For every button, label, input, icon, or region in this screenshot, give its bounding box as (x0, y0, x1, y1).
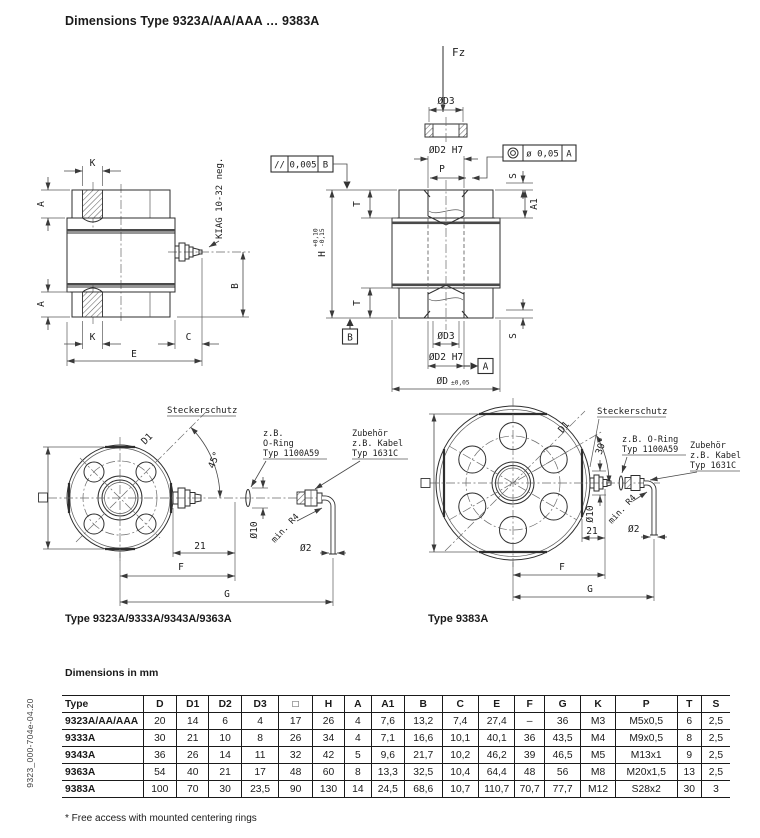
square-symbol-large (421, 479, 430, 488)
column-header: A1 (371, 696, 404, 713)
datum-b-flag (343, 319, 358, 345)
dimension-cell: 70,7 (515, 781, 544, 798)
footnote: * Free access with mounted centering rings (65, 813, 257, 824)
dimension-cell: 8 (677, 730, 701, 747)
column-header: B (405, 696, 443, 713)
dimension-cell: 77,7 (544, 781, 580, 798)
dimension-cell: – (515, 713, 544, 730)
label-h-tol-plus: +0,10 (312, 228, 320, 247)
row-type-label: 9333A (62, 730, 143, 747)
dimension-cell: 7,6 (371, 713, 404, 730)
column-header: P (615, 696, 677, 713)
label-dia2-large: Ø2 (628, 524, 640, 535)
dimension-cell: 23,5 (241, 781, 279, 798)
dimension-cell: M12 (581, 781, 615, 798)
dimension-cell: 40 (177, 764, 209, 781)
label-dim-f-small: F (178, 562, 184, 573)
dimension-cell: 68,6 (405, 781, 443, 798)
dimension-cell: 64,4 (478, 764, 514, 781)
label-dia10-small: Ø10 (249, 521, 260, 539)
dimension-cell: 6 (209, 713, 241, 730)
dimension-cell: 9,6 (371, 747, 404, 764)
label-dia2-small: Ø2 (300, 543, 312, 554)
row-type-label: 9343A (62, 747, 143, 764)
square-symbol-small (39, 493, 48, 502)
connector-side (175, 243, 202, 261)
label-dia10-large: Ø10 (585, 505, 596, 523)
label-d2-top: ØD2 H7 (428, 145, 464, 156)
column-header: S (701, 696, 730, 713)
dimension-cell: 11 (241, 747, 279, 764)
dimension-cell: 130 (312, 781, 344, 798)
label-thread-note: KIAG 10-32 neg. (215, 157, 225, 239)
column-header: H (312, 696, 344, 713)
label-conc-value: ø 0,05 (526, 149, 559, 160)
label-min-r4-small: min. R4 (269, 512, 302, 546)
dimension-cell: 46,5 (544, 747, 580, 764)
column-header: F (515, 696, 544, 713)
drawing-front-view-large (421, 398, 741, 601)
dimension-cell: 54 (143, 764, 176, 781)
dimension-cell: 7,4 (442, 713, 478, 730)
label-d1-large: D1 (556, 419, 572, 436)
dimension-cell: 10,7 (442, 781, 478, 798)
dimension-cell: 60 (312, 764, 344, 781)
dimension-cell: 100 (143, 781, 176, 798)
dimension-cell: 90 (279, 781, 312, 798)
dimension-cell: M3 (581, 713, 615, 730)
dimension-cell: 16,6 (405, 730, 443, 747)
dimension-cell: 6 (677, 713, 701, 730)
label-dim-d: ØD (436, 376, 448, 387)
column-header: D1 (177, 696, 209, 713)
dimension-cell: 8 (241, 730, 279, 747)
column-header: G (544, 696, 580, 713)
dimension-cell: 32,5 (405, 764, 443, 781)
dimension-cell: M9x0,5 (615, 730, 677, 747)
table-row (62, 747, 730, 764)
dimension-cell: M13x1 (615, 747, 677, 764)
label-steckerschutz-large: Steckerschutz (597, 407, 668, 417)
dimension-cell: M5x0,5 (615, 713, 677, 730)
label-dim-a1: A1 (529, 198, 540, 210)
dimension-cell: 2,5 (701, 730, 730, 747)
column-header: C (442, 696, 478, 713)
label-dim-b: B (230, 283, 241, 289)
label-dim-k-bottom: K (89, 332, 96, 343)
centering-ring-section (425, 117, 467, 144)
dimension-cell: 21,7 (405, 747, 443, 764)
label-dim-p: P (439, 164, 445, 175)
label-dim-a-top: A (36, 201, 47, 207)
caption-front-view-large: Type 9383A (428, 613, 489, 625)
label-dim-s-top: S (508, 173, 519, 179)
dimension-cell: 21 (177, 730, 209, 747)
dimension-cell: 2,5 (701, 764, 730, 781)
label-datum-a: A (482, 361, 489, 373)
dimension-cell: 10,4 (442, 764, 478, 781)
dimension-cell: 24,5 (371, 781, 404, 798)
label-oring-line1-large: z.B. O-Ring (622, 435, 679, 445)
dimension-cell: 10,2 (442, 747, 478, 764)
label-dim-g-large: G (587, 584, 593, 595)
dimension-cell: 48 (279, 764, 312, 781)
drawing-section-view (271, 46, 576, 392)
label-dim-h (313, 228, 329, 257)
dimension-cell: 110,7 (478, 781, 514, 798)
label-dim-c: C (185, 332, 192, 343)
dimension-cell: 30 (677, 781, 701, 798)
dimension-cell: 36 (143, 747, 176, 764)
label-min-r4-large: min. R4 (606, 493, 639, 527)
dimension-cell: 4 (345, 713, 371, 730)
table-row (62, 781, 730, 798)
label-d3-top: ØD3 (437, 96, 455, 107)
label-oring-line1-small: z.B. (263, 429, 284, 439)
caption-front-view-small: Type 9323A/9333A/9343A/9363A (65, 613, 232, 625)
dimension-cell: 30 (143, 730, 176, 747)
datum-a-flag (464, 359, 493, 374)
label-oring-line2-large: Typ 1100A59 (622, 445, 679, 455)
label-dim-a-bottom: A (36, 301, 47, 307)
dimension-cell: 13,3 (371, 764, 404, 781)
page-title: Dimensions Type 9323A/AA/AAA … 9383A (65, 14, 320, 28)
dimension-cell: M20x1,5 (615, 764, 677, 781)
label-cable-line2-small: z.B. Kabel (352, 439, 404, 449)
dimension-cell: 13,2 (405, 713, 443, 730)
dimension-cell: 8 (345, 764, 371, 781)
dimensions-table-body (62, 713, 730, 798)
label-angle-45: 45° (206, 450, 223, 471)
document-number: 9323_000-704e-04.20 (25, 698, 35, 788)
label-dim-g-small: G (224, 589, 230, 600)
row-type-label: 9363A (62, 764, 143, 781)
label-dim-k-top: K (89, 158, 96, 169)
table-row (62, 713, 730, 730)
dimension-cell: M4 (581, 730, 615, 747)
concentricity-tolerance-frame (503, 145, 576, 161)
dimension-cell: 32 (279, 747, 312, 764)
label-dim-t-bottom: T (352, 300, 363, 306)
dimension-cell: 13 (677, 764, 701, 781)
column-header: D (143, 696, 176, 713)
dimension-cell: 39 (515, 747, 544, 764)
label-h-tol-minus: -0,15 (319, 228, 326, 247)
column-header: D3 (241, 696, 279, 713)
dimension-cell: 2,5 (701, 747, 730, 764)
dimension-cell: 36 (515, 730, 544, 747)
dimension-cell: 17 (279, 713, 312, 730)
parallelism-icon: // (274, 160, 285, 171)
label-cable-line1-small: Zubehör (352, 429, 388, 439)
label-datum-b: B (347, 332, 353, 344)
column-header: T (677, 696, 701, 713)
label-dim-d-tol: ±0,05 (451, 379, 470, 387)
dimensions-table-head-row (62, 696, 730, 713)
dimension-cell: 70 (177, 781, 209, 798)
column-header: A (345, 696, 371, 713)
table-row (62, 730, 730, 747)
column-header: D2 (209, 696, 241, 713)
label-steckerschutz-small: Steckerschutz (167, 406, 238, 416)
drawing-front-view-small (39, 406, 409, 606)
dimension-cell: S28x2 (615, 781, 677, 798)
dimension-cell: M5 (581, 747, 615, 764)
dimension-cell: 34 (312, 730, 344, 747)
dimension-cell: 21 (209, 764, 241, 781)
dimension-cell: 36 (544, 713, 580, 730)
row-type-label: 9323A/AA/AAA (62, 713, 143, 730)
column-header: Type (62, 696, 143, 713)
dimension-cell: 20 (143, 713, 176, 730)
dimension-cell: 26 (312, 713, 344, 730)
dimension-cell: 48 (515, 764, 544, 781)
label-dim-21-small: 21 (194, 541, 206, 552)
label-dim-s-bottom: S (508, 333, 519, 339)
label-d3-bottom: ØD3 (437, 331, 455, 342)
dimension-cell: 17 (241, 764, 279, 781)
label-dim-f-large: F (559, 562, 565, 573)
label-d2-bottom: ØD2 H7 (428, 352, 464, 363)
label-conc-datum: A (566, 149, 572, 160)
dimension-cell: 10 (209, 730, 241, 747)
dimension-cell: 14 (209, 747, 241, 764)
dimension-cell: 14 (177, 713, 209, 730)
dimension-cell: 40,1 (478, 730, 514, 747)
column-header: E (478, 696, 514, 713)
dimension-cell: 2,5 (701, 713, 730, 730)
dimension-cell: 4 (241, 713, 279, 730)
label-d1-small: D1 (139, 431, 156, 448)
dimension-cell: 42 (312, 747, 344, 764)
column-header: □ (279, 696, 312, 713)
dimension-cell: 5 (345, 747, 371, 764)
table-row (62, 764, 730, 781)
label-dim-e: E (131, 349, 137, 360)
label-cable-line1-large: Zubehör (690, 441, 726, 451)
label-oring-line2-small: O-Ring (263, 439, 294, 449)
dimension-cell: 10,1 (442, 730, 478, 747)
dimension-cell: 4 (345, 730, 371, 747)
dimension-cell: 7,1 (371, 730, 404, 747)
label-oring-line3-small: Typ 1100A59 (263, 449, 320, 459)
label-cable-line3-small: Typ 1631C (352, 449, 399, 459)
dimension-cell: 46,2 (478, 747, 514, 764)
dimension-cell: 26 (279, 730, 312, 747)
sensor-body-section (392, 180, 500, 330)
label-force-fz: Fz (452, 46, 466, 59)
label-dim-21-large: 21 (586, 526, 598, 537)
label-h: H (317, 251, 328, 257)
dimensions-table (62, 695, 730, 798)
parallelism-tolerance-frame (271, 156, 351, 189)
label-angle-30: 30° (593, 436, 610, 457)
drawing-side-view (36, 158, 250, 366)
dimension-cell: 27,4 (478, 713, 514, 730)
table-title: Dimensions in mm (65, 667, 159, 679)
label-parallel-datum: B (322, 160, 329, 171)
label-parallel-value: 0,005 (289, 160, 317, 171)
dimension-cell: 30 (209, 781, 241, 798)
dimension-cell: 3 (701, 781, 730, 798)
label-dim-t-top: T (352, 201, 363, 207)
dimension-cell: 43,5 (544, 730, 580, 747)
label-cable-line3-large: Typ 1631C (690, 461, 737, 471)
dimension-cell: M8 (581, 764, 615, 781)
column-header: K (581, 696, 615, 713)
dimension-cell: 9 (677, 747, 701, 764)
dimension-cell: 14 (345, 781, 371, 798)
label-cable-line2-large: z.B. Kabel (690, 451, 742, 461)
row-type-label: 9383A (62, 781, 143, 798)
dimension-cell: 56 (544, 764, 580, 781)
dimension-cell: 26 (177, 747, 209, 764)
